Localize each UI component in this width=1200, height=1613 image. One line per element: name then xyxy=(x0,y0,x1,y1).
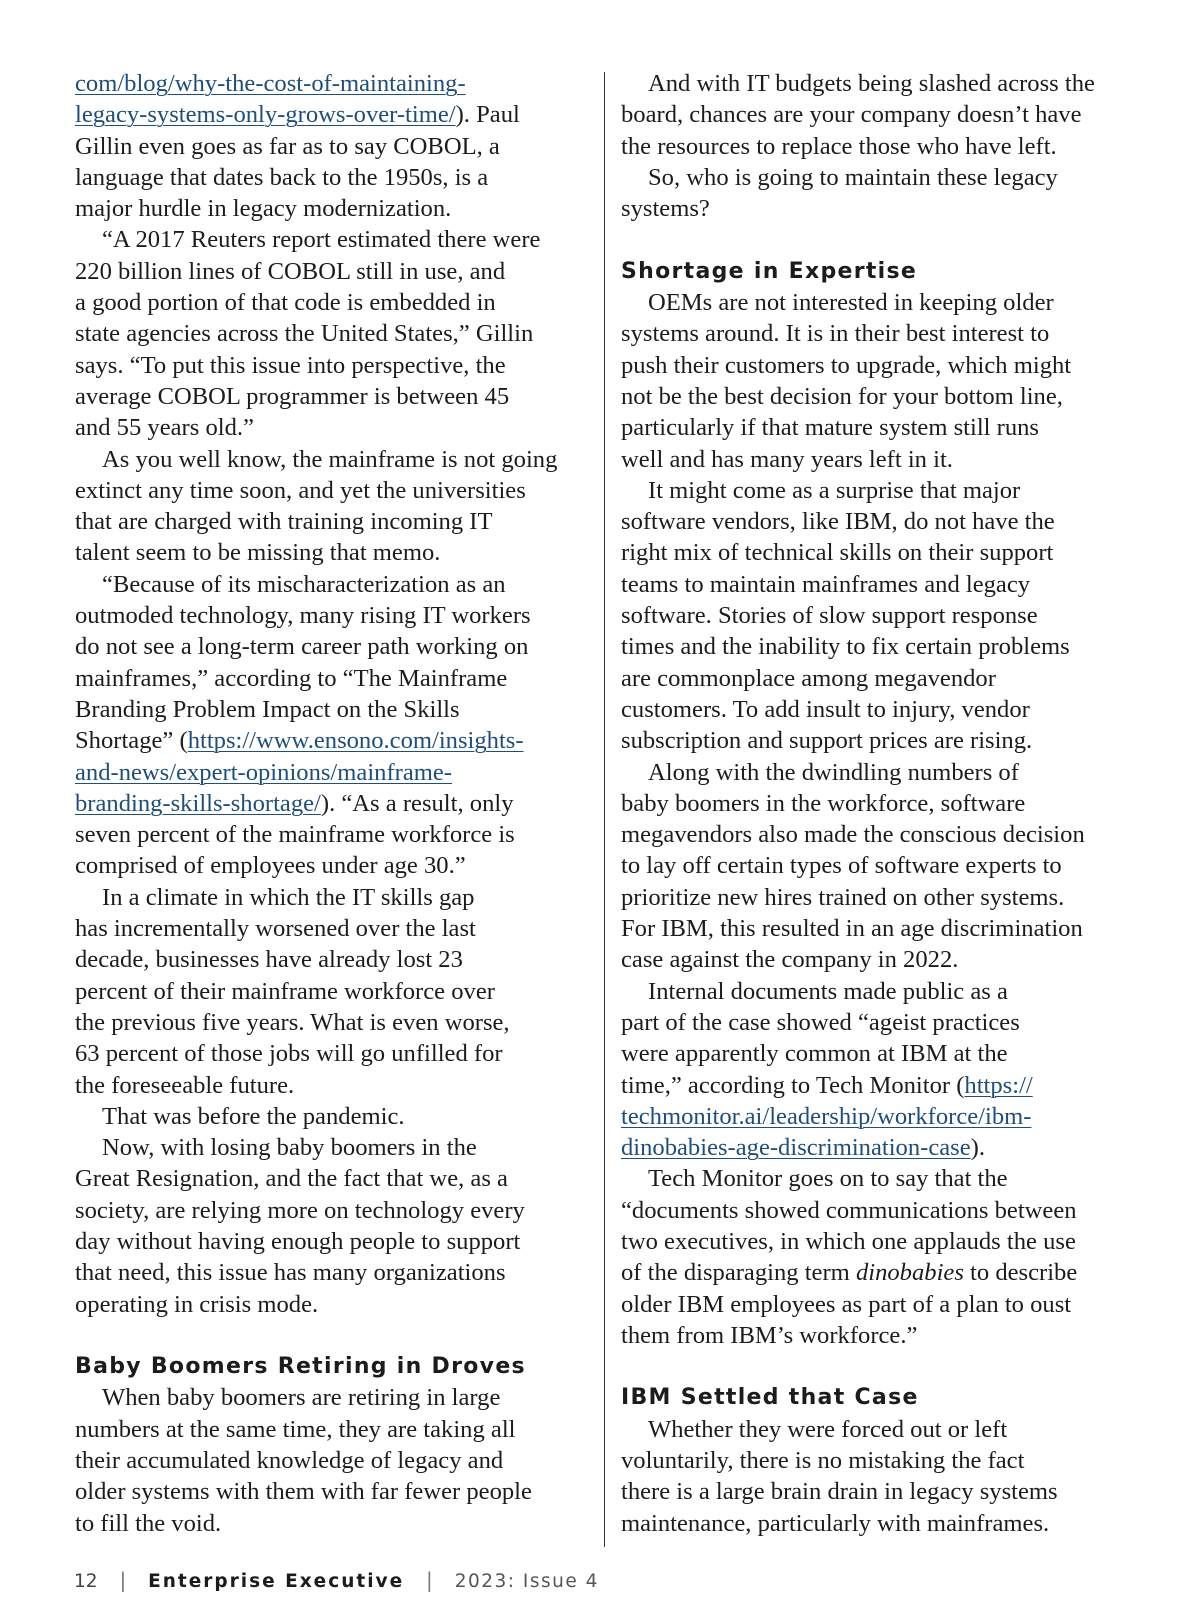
text-run: decade, businesses have already lost 23 xyxy=(75,946,463,974)
paragraph-gap xyxy=(621,1351,1141,1382)
text-line xyxy=(621,663,1141,694)
text-line xyxy=(75,1508,595,1539)
text-run: maintenance, particularly with mainframes. xyxy=(621,1509,1050,1537)
text-line xyxy=(621,1038,1141,1069)
text-run: voluntarily, there is no mistaking the fact xyxy=(621,1447,1025,1475)
text-run: the resources to replace those who have left. xyxy=(621,132,1057,160)
text-run: percent of their mainframe workforce over xyxy=(75,977,495,1005)
text-run: talent seem to be missing that memo. xyxy=(75,539,441,567)
text-line xyxy=(75,1382,595,1413)
text-run: push their customers to upgrade, which might xyxy=(621,351,1072,379)
text-line xyxy=(75,1070,595,1101)
text-line xyxy=(75,725,595,756)
text-run: Whether they were forced out or left xyxy=(648,1415,1008,1443)
text-line xyxy=(75,506,595,537)
text-run: day without having enough people to support xyxy=(75,1227,521,1255)
text-run: subscription and support prices are rising. xyxy=(621,727,1033,755)
text-line xyxy=(621,1508,1141,1539)
text-run: software. Stories of slow support response xyxy=(621,602,1038,630)
text-line xyxy=(621,318,1141,349)
text-line xyxy=(75,1007,595,1038)
text-run: That was before the pandemic. xyxy=(102,1102,405,1130)
url-link[interactable]: com/blog/why-the-cost-of-maintaining- xyxy=(75,70,466,97)
text-run: there is a large brain drain in legacy systems xyxy=(621,1478,1058,1506)
text-line xyxy=(621,412,1141,443)
text-run: “Because of its mischaracterization as an xyxy=(102,570,506,598)
text-run: says. “To put this issue into perspective, the xyxy=(75,351,506,379)
text-run: systems? xyxy=(621,195,710,223)
text-line xyxy=(75,757,595,788)
text-line xyxy=(75,631,595,662)
text-line xyxy=(621,819,1141,850)
text-run: Tech Monitor goes on to say that the xyxy=(648,1165,1008,1193)
text-run: “documents showed communications between xyxy=(621,1196,1077,1224)
url-link[interactable]: and-news/expert-opinions/mainframe- xyxy=(75,758,452,786)
column-divider xyxy=(604,72,605,1547)
text-run: well and has many years left in it. xyxy=(621,445,953,473)
text-run: IBM Settled that Case xyxy=(621,1385,919,1411)
text-run: operating in crisis mode. xyxy=(75,1290,319,1318)
text-line xyxy=(621,131,1141,162)
text-line xyxy=(621,1445,1141,1476)
url-link[interactable]: legacy-systems-only-grows-over-time/ xyxy=(75,101,456,129)
text-run: time,” according to Tech Monitor ( xyxy=(621,1071,965,1099)
text-run: not be the best decision for your bottom line, xyxy=(621,382,1063,410)
section-heading xyxy=(621,1382,1141,1413)
text-line xyxy=(75,850,595,881)
issue-label: 2023: Issue 4 xyxy=(454,1571,599,1592)
text-line xyxy=(621,913,1141,944)
text-line xyxy=(75,1195,595,1226)
text-run: older IBM employees as part of a plan to oust xyxy=(621,1290,1072,1318)
text-line xyxy=(75,1163,595,1194)
text-line xyxy=(621,1257,1141,1288)
text-line xyxy=(75,976,595,1007)
italic-term: dinobabies xyxy=(855,1259,964,1287)
text-run: systems around. It is in their best interest to xyxy=(621,320,1050,348)
text-line xyxy=(75,882,595,913)
text-run: ). xyxy=(970,1134,985,1162)
text-run: When baby boomers are retiring in large xyxy=(102,1384,501,1412)
text-run: prioritize new hires trained on other systems. xyxy=(621,883,1065,911)
text-line xyxy=(75,475,595,506)
text-run: Shortage in Expertise xyxy=(621,258,918,284)
paragraph-gap xyxy=(621,224,1141,255)
text-line xyxy=(75,350,595,381)
text-line xyxy=(75,1414,595,1445)
text-line xyxy=(75,193,595,224)
text-line xyxy=(621,1070,1141,1101)
text-line xyxy=(621,1476,1141,1507)
page-footer xyxy=(74,1568,599,1592)
text-line xyxy=(621,757,1141,788)
text-line xyxy=(621,350,1141,381)
text-run: particularly if that mature system still runs xyxy=(621,414,1039,442)
text-run: ). “As a result, only xyxy=(320,789,514,817)
text-line xyxy=(621,788,1141,819)
text-run: of the disparaging term xyxy=(621,1259,856,1287)
text-line xyxy=(621,193,1141,224)
text-line xyxy=(621,569,1141,600)
text-run: customers. To add insult to injury, vendor xyxy=(621,695,1030,723)
text-line xyxy=(621,1007,1141,1038)
text-run: board, chances are your company doesn’t have xyxy=(621,101,1082,129)
text-run: And with IT budgets being slashed across the xyxy=(648,70,1095,97)
text-run: Internal documents made public as a xyxy=(648,977,1008,1005)
text-run: Gillin even goes as far as to say COBOL, a xyxy=(75,132,500,160)
text-run: Great Resignation, and the fact that we, as a xyxy=(75,1165,508,1193)
text-run: to lay off certain types of software experts to xyxy=(621,852,1062,880)
text-run: OEMs are not interested in keeping older xyxy=(648,289,1054,317)
page-number: 12 xyxy=(74,1571,98,1592)
text-line xyxy=(75,1476,595,1507)
text-line xyxy=(621,1195,1141,1226)
text-line xyxy=(621,882,1141,913)
text-run: software vendors, like IBM, do not have the xyxy=(621,508,1055,536)
text-run: “A 2017 Reuters report estimated there were xyxy=(102,226,541,254)
text-run: were apparently common at IBM at the xyxy=(621,1040,1008,1068)
text-run: numbers at the same time, they are taking all xyxy=(75,1415,516,1443)
text-run: Along with the dwindling numbers of xyxy=(648,758,1019,786)
text-line xyxy=(75,1132,595,1163)
text-run: megavendors also made the conscious decision xyxy=(621,821,1085,849)
text-run: times and the inability to fix certain problems xyxy=(621,633,1070,661)
url-link[interactable]: https:// xyxy=(964,1071,1033,1099)
text-line xyxy=(75,663,595,694)
text-run: to fill the void. xyxy=(75,1509,222,1537)
text-line xyxy=(75,1445,595,1476)
text-line xyxy=(75,944,595,975)
text-run: average COBOL programmer is between 45 xyxy=(75,382,510,410)
text-run: comprised of employees under age 30.” xyxy=(75,852,466,880)
text-line xyxy=(75,819,595,850)
text-run: state agencies across the United States,” Gillin xyxy=(75,320,534,348)
text-line xyxy=(75,162,595,193)
text-line xyxy=(75,412,595,443)
text-line xyxy=(75,569,595,600)
text-line xyxy=(621,1226,1141,1257)
text-run: society, are relying more on technology every xyxy=(75,1196,525,1224)
text-line xyxy=(75,256,595,287)
text-line xyxy=(621,850,1141,881)
text-line xyxy=(621,475,1141,506)
text-run: outmoded technology, many rising IT workers xyxy=(75,602,531,630)
text-line xyxy=(621,537,1141,568)
text-line xyxy=(621,1414,1141,1445)
text-line xyxy=(75,131,595,162)
text-line xyxy=(621,68,1141,99)
footer-separator: | xyxy=(426,1568,433,1592)
text-run: mainframes,” according to “The Mainframe xyxy=(75,664,508,692)
text-run: It might come as a surprise that major xyxy=(648,476,1021,504)
text-line xyxy=(75,444,595,475)
url-link[interactable]: dinobabies-age-discrimination-case xyxy=(621,1134,971,1162)
text-run: that are charged with training incoming IT xyxy=(75,508,493,536)
text-run: two executives, in which one applauds the use xyxy=(621,1227,1076,1255)
text-run: Baby Boomers Retiring in Droves xyxy=(75,1354,526,1380)
text-line xyxy=(621,1163,1141,1194)
section-heading xyxy=(75,1351,595,1382)
text-run: case against the company in 2022. xyxy=(621,946,959,974)
text-line xyxy=(621,287,1141,318)
text-line xyxy=(621,725,1141,756)
text-run: So, who is going to maintain these legacy xyxy=(648,163,1058,191)
text-run: older systems with them with far fewer people xyxy=(75,1478,532,1506)
text-run: ). Paul xyxy=(455,101,520,129)
text-line xyxy=(75,68,595,99)
url-link[interactable]: techmonitor.ai/leadership/workforce/ibm- xyxy=(621,1102,1032,1130)
text-line xyxy=(621,1320,1141,1351)
text-line xyxy=(75,1226,595,1257)
text-line xyxy=(75,224,595,255)
text-run: extinct any time soon, and yet the universities xyxy=(75,476,526,504)
text-line xyxy=(75,99,595,130)
text-run: As you well know, the mainframe is not going xyxy=(102,445,558,473)
text-line xyxy=(621,1289,1141,1320)
text-line xyxy=(75,1038,595,1069)
text-line xyxy=(621,976,1141,1007)
text-line xyxy=(75,788,595,819)
text-run: seven percent of the mainframe workforce is xyxy=(75,821,515,849)
text-run: major hurdle in legacy modernization. xyxy=(75,195,452,223)
text-line xyxy=(75,694,595,725)
text-line xyxy=(75,381,595,412)
text-line xyxy=(621,944,1141,975)
text-line xyxy=(621,631,1141,662)
text-line xyxy=(621,99,1141,130)
text-run: 63 percent of those jobs will go unfilled for xyxy=(75,1040,503,1068)
text-line xyxy=(621,600,1141,631)
text-run: 220 billion lines of COBOL still in use, and xyxy=(75,257,506,285)
text-run: Now, with losing baby boomers in the xyxy=(102,1134,477,1162)
footer-separator: | xyxy=(119,1568,127,1592)
text-run: baby boomers in the workforce, software xyxy=(621,789,1026,817)
text-line xyxy=(75,287,595,318)
text-run: For IBM, this resulted in an age discrimination xyxy=(621,915,1083,943)
text-line xyxy=(75,318,595,349)
text-run: do not see a long-term career path working on xyxy=(75,633,529,661)
text-run: a good portion of that code is embedded in xyxy=(75,289,496,317)
text-run: to describe xyxy=(963,1259,1078,1287)
publication-name: Enterprise Executive xyxy=(148,1571,405,1592)
text-line xyxy=(621,444,1141,475)
text-run: teams to maintain mainframes and legacy xyxy=(621,570,1031,598)
text-line xyxy=(75,1257,595,1288)
text-run: them from IBM’s workforce.” xyxy=(621,1321,918,1349)
text-run: Shortage” ( xyxy=(75,727,188,755)
text-line xyxy=(621,1132,1141,1163)
text-line xyxy=(75,1101,595,1132)
text-run: right mix of technical skills on their support xyxy=(621,539,1054,567)
url-link[interactable]: branding-skills-shortage/ xyxy=(75,789,321,817)
text-run: Branding Problem Impact on the Skills xyxy=(75,695,460,723)
text-line xyxy=(75,913,595,944)
url-link[interactable]: https://www.ensono.com/insights- xyxy=(187,727,524,755)
text-run: that need, this issue has many organizations xyxy=(75,1259,506,1287)
section-heading xyxy=(621,256,1141,287)
text-line xyxy=(621,506,1141,537)
text-line xyxy=(621,1101,1141,1132)
text-line xyxy=(75,600,595,631)
text-line xyxy=(621,694,1141,725)
text-run: the foreseeable future. xyxy=(75,1071,295,1099)
text-run: the previous five years. What is even worse, xyxy=(75,1008,510,1036)
text-run: In a climate in which the IT skills gap xyxy=(102,883,475,911)
text-run: language that dates back to the 1950s, is a xyxy=(75,163,489,191)
left-column xyxy=(75,68,595,1539)
text-run: has incrementally worsened over the last xyxy=(75,915,476,943)
right-column xyxy=(621,68,1141,1539)
text-line xyxy=(75,537,595,568)
text-run: their accumulated knowledge of legacy and xyxy=(75,1447,504,1475)
text-line xyxy=(75,1289,595,1320)
paragraph-gap xyxy=(75,1320,595,1351)
text-run: are commonplace among megavendor xyxy=(621,664,996,692)
text-run: part of the case showed “ageist practices xyxy=(621,1008,1020,1036)
text-line xyxy=(621,162,1141,193)
text-line xyxy=(621,381,1141,412)
text-run: and 55 years old.” xyxy=(75,414,254,442)
